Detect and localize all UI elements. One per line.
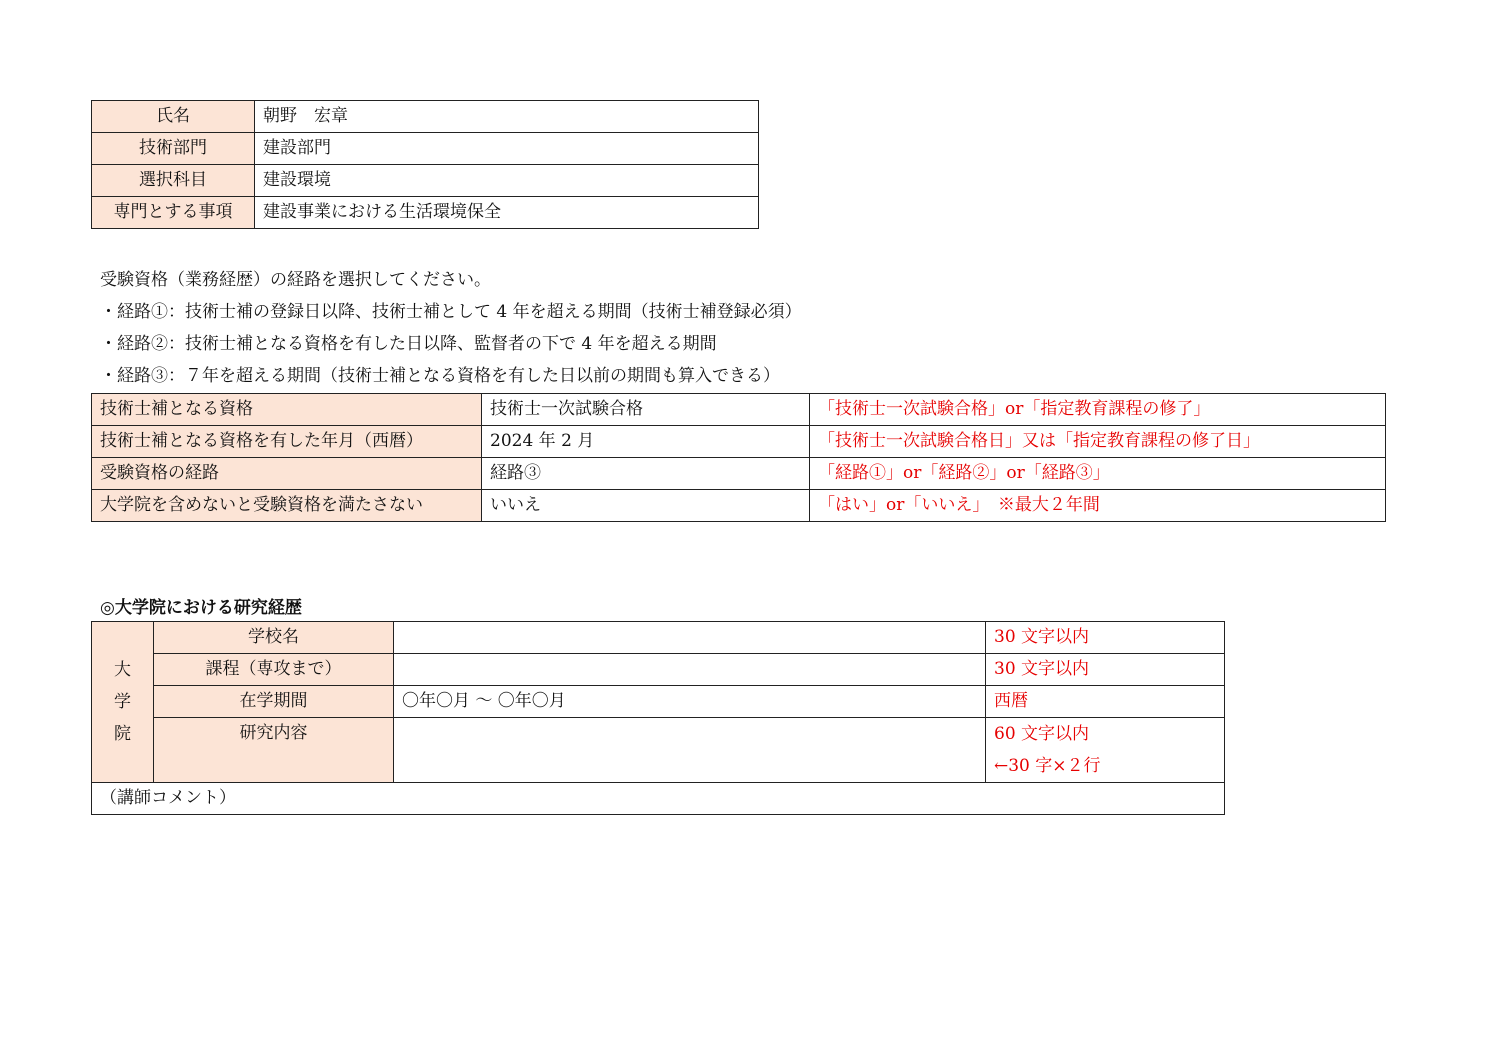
requirements-row [92,458,1386,490]
graduate-label: 研究内容 [154,718,394,783]
route-2-description: ・経路②：技術士補となる資格を有した日以降、監督者の下で 4 年を超える期間 [100,334,717,354]
profile-row-specialty [92,197,759,229]
requirements-note: 「技術士一次試験合格日」又は「指定教育課程の修了日」 [810,426,1386,458]
graduate-heading: ◎大学院における研究経歴 [100,598,302,618]
profile-label: 選択科目 [92,165,255,197]
graduate-note-secondary: ←30 字×２行 [994,756,1101,776]
profile-row-subject [92,165,759,197]
route-3-description: ・経路③：７年を超える期間（技術士補となる資格を有した日以前の期間も算入できる） [100,366,780,386]
graduate-row-school [92,622,1225,654]
requirements-label: 技術士補となる資格を有した年月（西暦） [92,426,482,458]
profile-value: 朝野 宏章 [255,101,759,133]
requirements-note: 「はい」or「いいえ」 ※最大２年間 [810,490,1386,522]
graduate-value[interactable]: 〇年〇月 〜 〇年〇月 [394,686,986,718]
requirements-note: 「技術士一次試験合格」or「指定教育課程の修了」 [810,394,1386,426]
graduate-label: 在学期間 [154,686,394,718]
profile-row-department [92,133,759,165]
graduate-note-cell [986,718,1225,783]
route-1-description: ・経路①：技術士補の登録日以降、技術士補として 4 年を超える期間（技術士補登録必須） [100,302,802,322]
graduate-row-research [92,718,1225,783]
requirements-value[interactable]: 経路③ [482,458,810,490]
graduate-label: 学校名 [154,622,394,654]
requirements-value[interactable]: いいえ [482,490,810,522]
instructions-intro: 受験資格（業務経歴）の経路を選択してください。 [100,270,491,290]
profile-table [91,100,759,229]
graduate-table [91,621,1225,815]
graduate-note: 西暦 [986,686,1225,718]
requirements-label: 大学院を含めないと受験資格を満たさない [92,490,482,522]
graduate-value[interactable] [394,622,986,654]
requirements-value[interactable]: 技術士一次試験合格 [482,394,810,426]
requirements-label: 受験資格の経路 [92,458,482,490]
profile-label: 技術部門 [92,133,255,165]
graduate-side-label: 大 学 院 [92,622,154,783]
graduate-label: 課程（専攻まで） [154,654,394,686]
requirements-note: 「経路①」or「経路②」or「経路③」 [810,458,1386,490]
requirements-value[interactable]: 2024 年 2 月 [482,426,810,458]
graduate-note: 60 文字以内 [994,724,1090,744]
graduate-row-period [92,686,1225,718]
profile-label: 氏名 [92,101,255,133]
requirements-label: 技術士補となる資格 [92,394,482,426]
requirements-row [92,426,1386,458]
profile-value: 建設環境 [255,165,759,197]
instructor-comment[interactable]: （講師コメント） [92,783,1225,815]
requirements-row [92,490,1386,522]
profile-label: 専門とする事項 [92,197,255,229]
graduate-comment-row [92,783,1225,815]
profile-value: 建設部門 [255,133,759,165]
profile-value: 建設事業における生活環境保全 [255,197,759,229]
graduate-row-course [92,654,1225,686]
profile-row-name [92,101,759,133]
graduate-value[interactable] [394,718,986,783]
requirements-row [92,394,1386,426]
graduate-note: 30 文字以内 [986,654,1225,686]
requirements-table [91,393,1386,522]
graduate-value[interactable] [394,654,986,686]
graduate-note: 30 文字以内 [986,622,1225,654]
